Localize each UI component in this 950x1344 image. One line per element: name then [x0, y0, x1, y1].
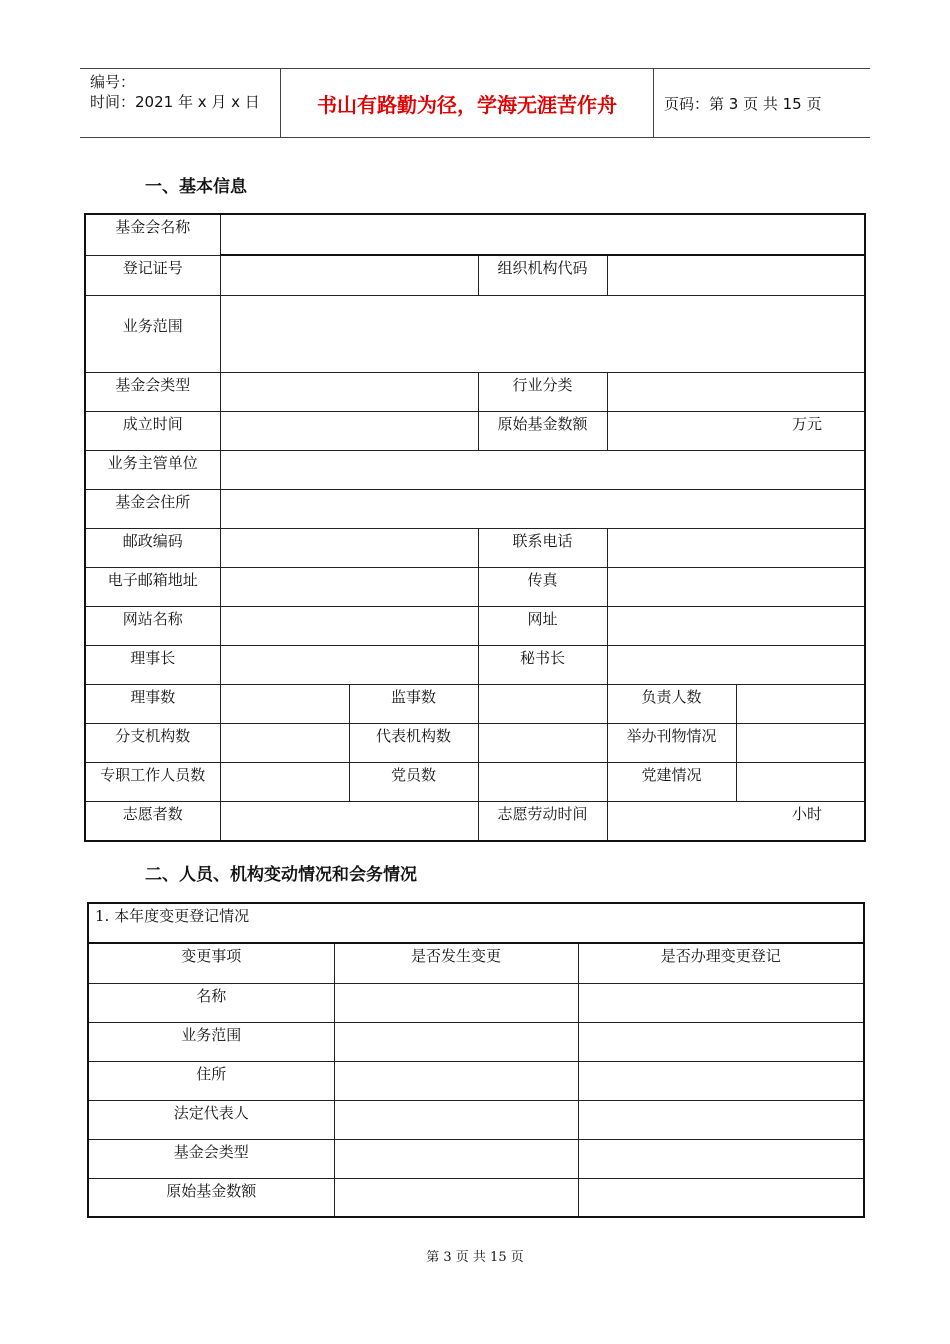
col-header-item: 变更事项 — [88, 943, 334, 983]
table-row — [88, 1139, 864, 1178]
col-header-registered: 是否办理变更登记 — [578, 943, 864, 983]
cell-changed[interactable] — [334, 1061, 578, 1100]
header-meta — [80, 69, 281, 137]
field-reg-no[interactable] — [220, 255, 478, 295]
field-supervisors[interactable] — [478, 684, 607, 723]
label-volunteer-hours: 志愿劳动时间 — [478, 801, 607, 841]
row-label: 原始基金数额 — [88, 1178, 334, 1217]
unit-hours: 小时 — [792, 804, 823, 823]
row-label: 住所 — [88, 1061, 334, 1100]
cell-registered[interactable] — [578, 1139, 864, 1178]
serial-label: 编号： — [90, 73, 136, 91]
field-supervisor[interactable] — [220, 450, 865, 489]
row-label: 基金会类型 — [88, 1139, 334, 1178]
page-footer: 第 3 页 共 15 页 — [426, 1250, 524, 1265]
cell-registered[interactable] — [578, 983, 864, 1022]
row-label: 法定代表人 — [88, 1100, 334, 1139]
field-party-building[interactable] — [736, 762, 865, 801]
label-reg-no: 登记证号 — [85, 255, 220, 295]
label-type: 基金会类型 — [85, 372, 220, 411]
label-scope: 业务范围 — [85, 295, 220, 372]
field-rep-offices[interactable] — [478, 723, 607, 762]
header-motto: 书山有路勤为径，学海无涯苦作舟 — [281, 69, 654, 137]
label-fax: 传真 — [478, 567, 607, 606]
cell-changed[interactable] — [334, 983, 578, 1022]
header-page-info: 页码：第 3 页 共 15 页 — [664, 94, 822, 113]
basic-info-table — [84, 213, 866, 842]
field-name[interactable] — [220, 214, 865, 255]
field-address[interactable] — [220, 489, 865, 528]
cell-registered[interactable] — [578, 1061, 864, 1100]
cell-changed[interactable] — [334, 1100, 578, 1139]
section-title-basic-info: 一、基本信息 — [145, 177, 247, 197]
label-supervisors: 监事数 — [349, 684, 478, 723]
field-founded[interactable] — [220, 411, 478, 450]
field-fax[interactable] — [607, 567, 865, 606]
label-rep-offices: 代表机构数 — [349, 723, 478, 762]
label-industry: 行业分类 — [478, 372, 607, 411]
label-founded: 成立时间 — [85, 411, 220, 450]
change-table-title: 1. 本年度变更登记情况 — [88, 903, 864, 943]
label-postcode: 邮政编码 — [85, 528, 220, 567]
field-type[interactable] — [220, 372, 478, 411]
field-phone[interactable] — [607, 528, 865, 567]
label-secretary: 秘书长 — [478, 645, 607, 684]
field-directors[interactable] — [220, 684, 349, 723]
label-branches: 分支机构数 — [85, 723, 220, 762]
field-original-fund[interactable] — [607, 411, 865, 450]
label-original-fund: 原始基金数额 — [478, 411, 607, 450]
col-header-changed: 是否发生变更 — [334, 943, 578, 983]
label-supervisor: 业务主管单位 — [85, 450, 220, 489]
cell-registered[interactable] — [578, 1022, 864, 1061]
section-title-changes: 二、人员、机构变动情况和会务情况 — [145, 865, 417, 885]
field-staff[interactable] — [220, 762, 349, 801]
field-volunteer-hours[interactable] — [607, 801, 865, 841]
table-row — [88, 1100, 864, 1139]
field-site-name[interactable] — [220, 606, 478, 645]
page-header — [80, 68, 870, 138]
cell-registered[interactable] — [578, 1100, 864, 1139]
unit-wan: 万元 — [792, 414, 823, 433]
row-label: 业务范围 — [88, 1022, 334, 1061]
label-phone: 联系电话 — [478, 528, 607, 567]
row-label: 名称 — [88, 983, 334, 1022]
label-url: 网址 — [478, 606, 607, 645]
field-party-members[interactable] — [478, 762, 607, 801]
table-row — [88, 1022, 864, 1061]
field-branches[interactable] — [220, 723, 349, 762]
field-url[interactable] — [607, 606, 865, 645]
field-secretary[interactable] — [607, 645, 865, 684]
table-row — [88, 983, 864, 1022]
table-row — [88, 1061, 864, 1100]
label-address: 基金会住所 — [85, 489, 220, 528]
label-email: 电子邮箱地址 — [85, 567, 220, 606]
field-org-code[interactable] — [607, 255, 865, 295]
label-chairman: 理事长 — [85, 645, 220, 684]
field-publications[interactable] — [736, 723, 865, 762]
field-leaders[interactable] — [736, 684, 865, 723]
label-leaders: 负责人数 — [607, 684, 736, 723]
cell-registered[interactable] — [578, 1178, 864, 1217]
change-table-header — [88, 943, 864, 983]
label-publications: 举办刊物情况 — [607, 723, 736, 762]
label-org-code: 组织机构代码 — [478, 255, 607, 295]
field-email[interactable] — [220, 567, 478, 606]
cell-changed[interactable] — [334, 1139, 578, 1178]
label-site-name: 网站名称 — [85, 606, 220, 645]
date-label: 时间：2021 年 x 月 x 日 — [90, 93, 260, 111]
field-scope[interactable] — [220, 295, 865, 372]
change-registration-table — [87, 902, 865, 1218]
field-volunteers[interactable] — [220, 801, 478, 841]
label-party-members: 党员数 — [349, 762, 478, 801]
label-party-building: 党建情况 — [607, 762, 736, 801]
label-directors: 理事数 — [85, 684, 220, 723]
cell-changed[interactable] — [334, 1178, 578, 1217]
field-chairman[interactable] — [220, 645, 478, 684]
label-staff: 专职工作人员数 — [85, 762, 220, 801]
label-name: 基金会名称 — [85, 214, 220, 255]
label-volunteers: 志愿者数 — [85, 801, 220, 841]
field-industry[interactable] — [607, 372, 865, 411]
field-postcode[interactable] — [220, 528, 478, 567]
table-row — [88, 1178, 864, 1217]
cell-changed[interactable] — [334, 1022, 578, 1061]
